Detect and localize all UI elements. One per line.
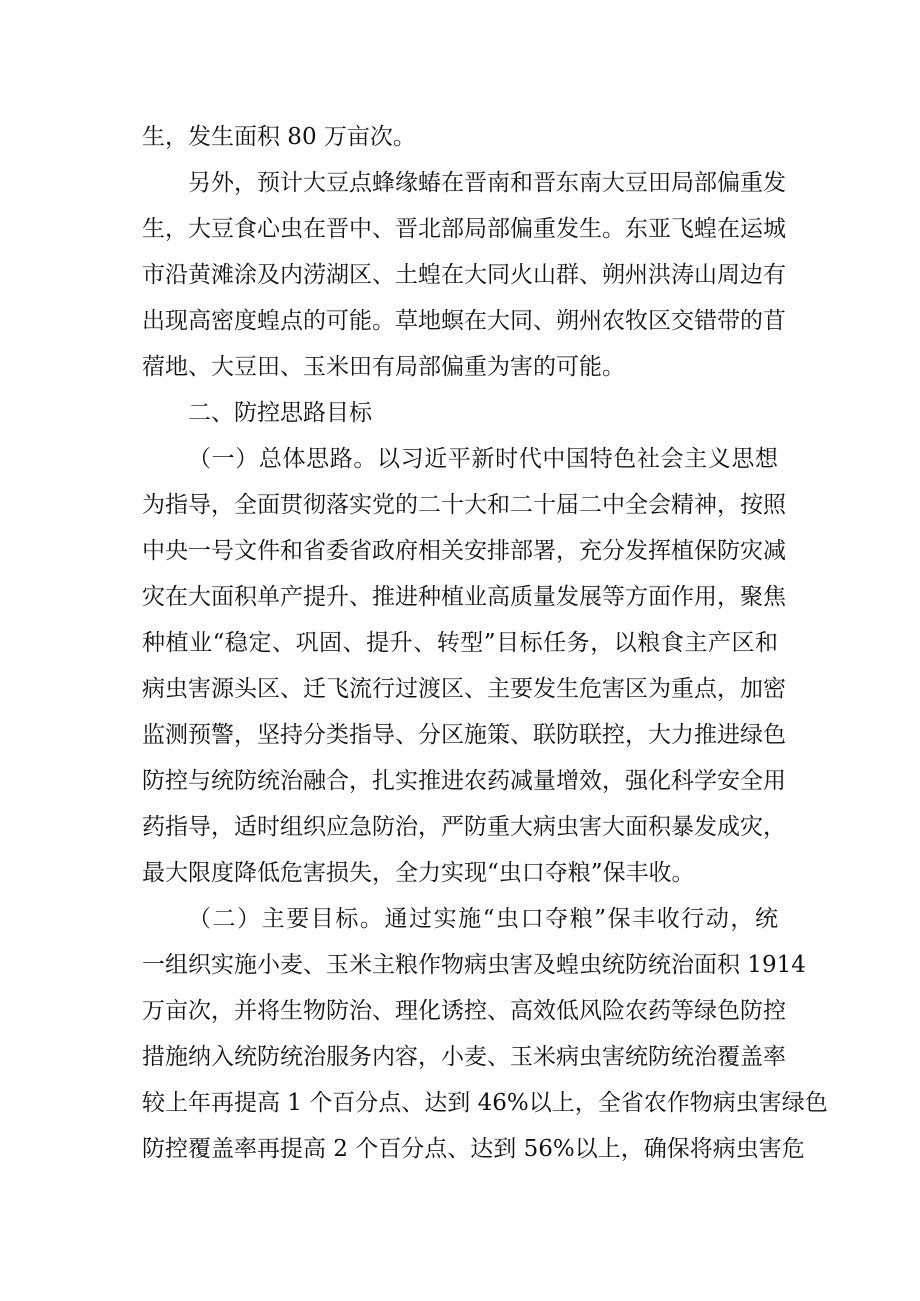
section-heading: 二、防控思路目标 — [188, 400, 372, 426]
text-line: 另外，预计大豆点蜂缘蝽在晋南和晋东南大豆田局部偏重发 — [188, 170, 786, 196]
text-line: 灾在大面积单产提升、推进种植业高质量发展等方面作用，聚焦 — [142, 584, 786, 610]
text-line: 中央一号文件和省委省政府相关安排部署，充分发挥植保防灾减 — [142, 538, 786, 564]
text-line: 市沿黄滩涂及内涝湖区、土蝗在大同火山群、朔州洪涛山周边有 — [142, 262, 786, 288]
text-line: 措施纳入统防统治服务内容，小麦、玉米病虫害统防统治覆盖率 — [142, 1044, 786, 1070]
text-line: 为指导，全面贯彻落实党的二十大和二十届二中全会精神，按照 — [142, 492, 786, 518]
text-line: （二）主要目标。通过实施“虫口夺粮”保丰收行动，统 — [188, 906, 778, 932]
text-line: 蓿地、大豆田、玉米田有局部偏重为害的可能。 — [142, 354, 625, 380]
text-line: 最大限度降低危害损失，全力实现“虫口夺粮”保丰收。 — [142, 860, 695, 886]
text-line: 出现高密度蝗点的可能。草地螟在大同、朔州农牧区交错带的苜 — [142, 308, 786, 334]
text-line: 防控覆盖率再提高 2 个百分点、达到 56%以上，确保将病虫害危 — [142, 1136, 805, 1162]
text-line: 种植业“稳定、巩固、提升、转型”目标任务，以粮食主产区和 — [142, 630, 778, 656]
text-line: 较上年再提高 1 个百分点、达到 46%以上，全省农作物病虫害绿色 — [142, 1090, 828, 1116]
text-line: 监测预警，坚持分类指导、分区施策、联防联控，大力推进绿色 — [142, 722, 786, 748]
text-line: 生，大豆食心虫在晋中、晋北部局部偏重发生。东亚飞蝗在运城 — [142, 216, 786, 242]
text-line: 生，发生面积 80 万亩次。 — [142, 124, 416, 150]
text-line: （一）总体思路。以习近平新时代中国特色社会主义思想 — [188, 446, 778, 472]
text-line: 防控与统防统治融合，扎实推进农药减量增效，强化科学安全用 — [142, 768, 786, 794]
text-line: 万亩次，并将生物防治、理化诱控、高效低风险农药等绿色防控 — [142, 998, 786, 1024]
text-line: 病虫害源头区、迁飞流行过渡区、主要发生危害区为重点，加密 — [142, 676, 786, 702]
text-line: 一组织实施小麦、玉米主粮作物病虫害及蝗虫统防统治面积 1914 — [142, 952, 806, 978]
text-line: 药指导，适时组织应急防治，严防重大病虫害大面积暴发成灾， — [142, 814, 786, 840]
